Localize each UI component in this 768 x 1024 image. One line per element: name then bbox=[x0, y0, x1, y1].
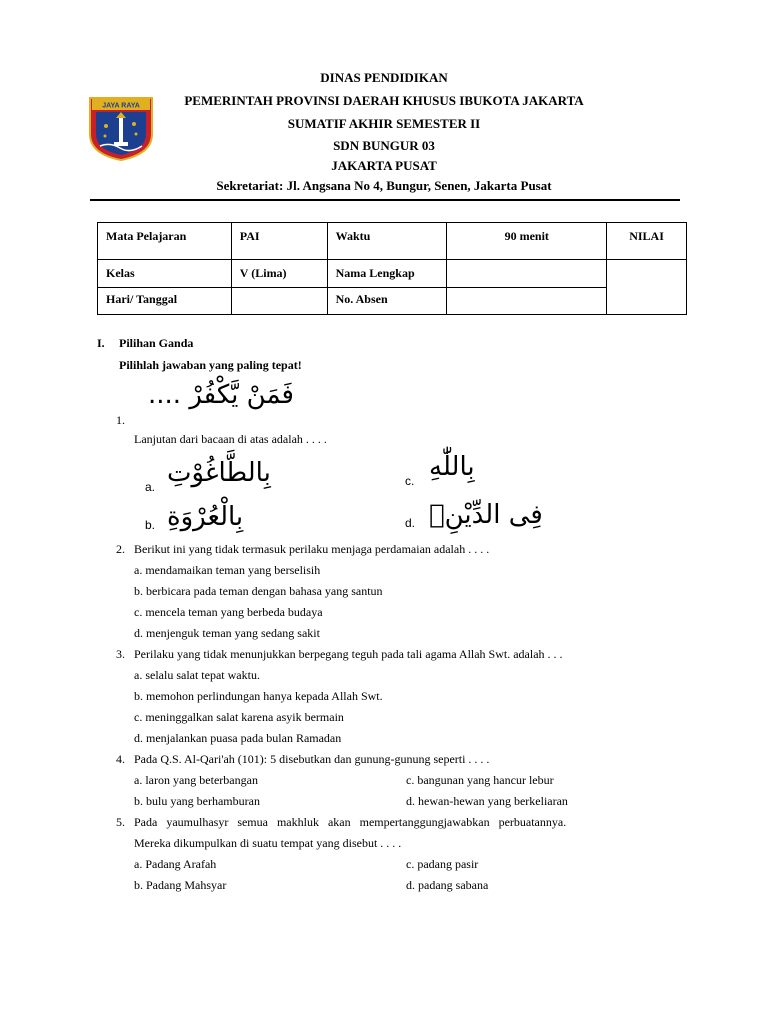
section-title: Pilihan Ganda bbox=[119, 336, 194, 350]
q3-option-d[interactable]: d. menjalankan puasa pada bulan Ramadan bbox=[134, 731, 342, 745]
section-instruction: Pilihlah jawaban yang paling tepat! bbox=[119, 358, 302, 372]
q5-option-a[interactable]: a. Padang Arafah bbox=[134, 857, 217, 871]
q1-option-b-text: بِالْعُرْوَةِ bbox=[167, 502, 244, 532]
q3-text: Perilaku yang tidak menunjukkan berpegang teguh pada tali agama Allah Swt. adalah . . . bbox=[134, 647, 563, 661]
q1-text: Lanjutan dari bacaan di atas adalah . . . . bbox=[134, 432, 327, 446]
q5-text-line1: Pada yaumulhasyr semua makhluk akan mempertanggungjawabkan perbuatannya. bbox=[134, 815, 567, 829]
student-info-table bbox=[97, 222, 687, 315]
section-number: I. bbox=[97, 336, 105, 350]
q1-option-d-text: فِى الدِّيْنِۗ bbox=[429, 500, 543, 530]
q2-text: Berikut ini yang tidak termasuk perilaku menjaga perdamaian adalah . . . . bbox=[134, 542, 490, 556]
q2-option-d[interactable]: d. menjenguk teman yang sedang sakit bbox=[134, 626, 320, 640]
hari-field[interactable] bbox=[231, 288, 327, 315]
q4-option-a[interactable]: a. laron yang beterbangan bbox=[134, 773, 258, 787]
q1-arabic-verse: فَمَنْ يَّكْفُرْ .... bbox=[148, 380, 294, 410]
q2-option-b[interactable]: b. berbicara pada teman dengan bahasa yang santun bbox=[134, 584, 383, 598]
header-line-city: JAKARTA PUSAT bbox=[331, 158, 437, 173]
header-divider bbox=[90, 199, 680, 201]
kelas-label: Kelas bbox=[98, 260, 232, 288]
header-line-school: SDN BUNGUR 03 bbox=[333, 138, 435, 153]
q1-option-c-label: c. bbox=[405, 474, 415, 488]
kelas-value: V (Lima) bbox=[231, 260, 327, 288]
q5-number: 5. bbox=[116, 815, 125, 829]
q1-number: 1. bbox=[116, 413, 125, 427]
q4-option-c[interactable]: c. bangunan yang hancur lebur bbox=[406, 773, 554, 787]
q5-option-d[interactable]: d. padang sabana bbox=[406, 878, 489, 892]
q1-option-a[interactable] bbox=[145, 458, 305, 492]
q3-number: 3. bbox=[116, 647, 125, 661]
q4-option-d[interactable]: d. hewan-hewan yang berkeliaran bbox=[406, 794, 568, 808]
nilai-label: NILAI bbox=[607, 223, 687, 260]
q5-option-b[interactable]: b. Padang Mahsyar bbox=[134, 878, 227, 892]
header-address: Sekretariat: Jl. Angsana No 4, Bungur, Senen, Jakarta Pusat bbox=[216, 178, 552, 193]
absen-field[interactable] bbox=[447, 288, 607, 315]
q1-option-c[interactable] bbox=[405, 452, 545, 488]
q3-option-c[interactable]: c. meninggalkan salat karena asyik bermain bbox=[134, 710, 344, 724]
mapel-value: PAI bbox=[231, 223, 327, 260]
nama-label: Nama Lengkap bbox=[327, 260, 447, 288]
nama-field[interactable] bbox=[447, 260, 607, 288]
q1-option-d[interactable] bbox=[405, 500, 545, 536]
q5-text-line2: Mereka dikumpulkan di suatu tempat yang disebut . . . . bbox=[134, 836, 402, 850]
q1-option-b[interactable] bbox=[145, 502, 305, 536]
q3-option-a[interactable]: a. selalu salat tepat waktu. bbox=[134, 668, 260, 682]
q3-option-b[interactable]: b. memohon perlindungan hanya kepada Allah Swt. bbox=[134, 689, 383, 703]
q1-option-b-label: b. bbox=[145, 518, 156, 532]
q1-option-d-label: d. bbox=[405, 516, 416, 530]
logo-text: JAYA RAYA bbox=[102, 102, 140, 110]
q1-option-a-text: بِالطَّاغُوْتِ bbox=[167, 458, 271, 488]
q4-text: Pada Q.S. Al-Qari'ah (101): 5 disebutkan dan gunung-gunung seperti . . . . bbox=[134, 752, 490, 766]
nilai-score-box[interactable] bbox=[607, 260, 687, 315]
hari-label: Hari/ Tanggal bbox=[98, 288, 232, 315]
header-line-sumatif: SUMATIF AKHIR SEMESTER II bbox=[287, 116, 481, 131]
waktu-label: Waktu bbox=[327, 223, 447, 260]
q1-option-a-label: a. bbox=[145, 480, 156, 494]
header-line-dinas: DINAS PENDIDIKAN bbox=[320, 70, 448, 85]
q2-option-a[interactable]: a. mendamaikan teman yang berselisih bbox=[134, 563, 321, 577]
q2-option-c[interactable]: c. mencela teman yang berbeda budaya bbox=[134, 605, 323, 619]
mapel-label: Mata Pelajaran bbox=[98, 223, 232, 260]
q4-number: 4. bbox=[116, 752, 125, 766]
waktu-value: 90 menit bbox=[447, 223, 607, 260]
q2-number: 2. bbox=[116, 542, 125, 556]
q4-option-b[interactable]: b. bulu yang berhamburan bbox=[134, 794, 260, 808]
q1-option-c-text: بِاللّٰهِ bbox=[429, 452, 475, 482]
q5-option-c[interactable]: c. padang pasir bbox=[406, 857, 479, 871]
absen-label: No. Absen bbox=[327, 288, 447, 315]
header-line-pemerintah: PEMERINTAH PROVINSI DAERAH KHUSUS IBUKOTA JAKARTA bbox=[184, 93, 584, 108]
